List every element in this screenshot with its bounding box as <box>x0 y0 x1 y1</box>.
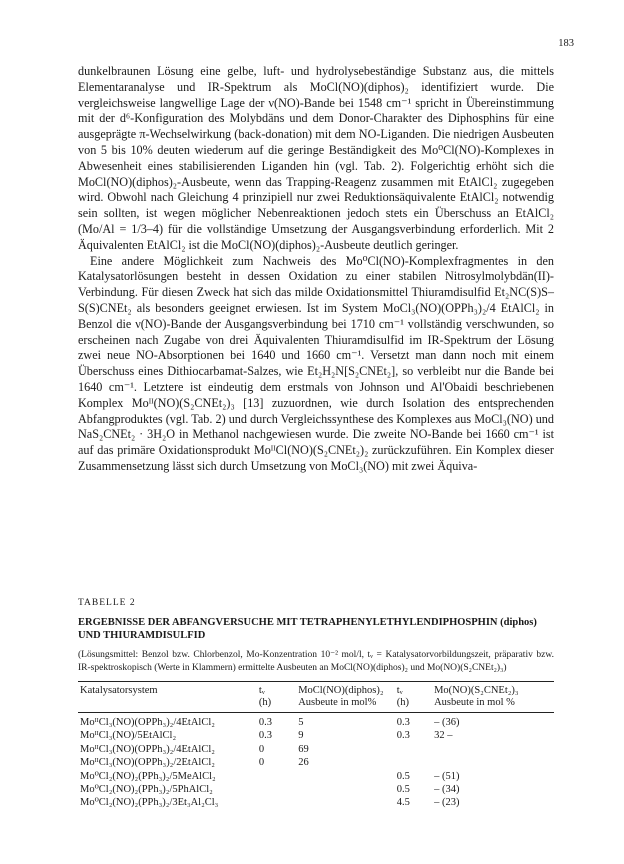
header-cell: tᵥ <box>395 682 432 698</box>
table-cell: 0.5 <box>396 770 410 782</box>
table-cell: – (23) <box>434 797 460 809</box>
table-cell <box>395 756 432 769</box>
header-cell: (h) <box>395 697 432 713</box>
table-2 <box>78 598 554 810</box>
table-cell: 0 <box>258 743 265 755</box>
table-cell <box>296 770 395 783</box>
table-row <box>78 729 554 742</box>
table-cell: MoᴵᴵCl₃(NO)(OPPh₃)₂/4EtAlCl₂ <box>80 717 215 728</box>
table-cell: Mo⁰Cl₂(NO)₂(PPh₃)₂/5MeAlCl₂ <box>80 770 216 782</box>
header-cell: MoCl(NO)(diphos)₂ <box>296 682 395 698</box>
header-cell: Katalysatorsystem <box>78 682 257 698</box>
table-cell <box>257 770 296 783</box>
table-cell: Mo⁰Cl₂(NO)₂(PPh₃)₂/3Et₃Al₂Cl₃ <box>80 797 219 809</box>
table-cell: Mo⁰Cl₂(NO)₂(PPh₃)₂/5PhAlCl₂ <box>80 784 213 796</box>
table-cell: MoᴵᴵCl₃(NO)(OPPh₃)₂/4EtAlCl₂ <box>80 743 215 755</box>
table-cell <box>257 783 296 796</box>
table-cell: – (36) <box>434 717 460 728</box>
header-cell: Ausbeute in mol % <box>432 697 554 713</box>
table-cell: 0.3 <box>396 730 410 742</box>
table-header-row <box>78 682 554 698</box>
table-cell <box>432 743 554 756</box>
header-cell: Ausbeute in mol% <box>296 697 395 713</box>
header-cell: (h) <box>257 697 296 713</box>
table-cell: 0.3 <box>396 717 410 728</box>
table-cell: 4.5 <box>396 797 410 809</box>
table-cell: 0.3 <box>258 717 272 728</box>
table-cell: 0 <box>258 757 265 769</box>
header-cell <box>78 697 257 713</box>
table-header-row <box>78 697 554 713</box>
table-row <box>78 713 554 730</box>
table-label: TABELLE 2 <box>78 598 136 608</box>
page-number: 183 <box>558 38 574 49</box>
table-cell <box>432 756 554 769</box>
table-cell: MoᴵᴵCl₃(NO)/5EtAlCl₂ <box>80 730 177 742</box>
table-cell: – (34) <box>434 784 460 796</box>
table-caption: (Lösungsmittel: Benzol bzw. Chlorbenzol, Mo-Konzentration 10⁻² mol/l, tᵥ = Katalysatorvorbildungszeit, präparativ bzw. IR-spektroskopisch (Werte in Klammern) ermittelte Ausbeuten an MoCl(NO)(diphos)₂ und Mo(NO)(S₂CNEt₂)₃) <box>78 650 554 673</box>
table-row <box>78 756 554 769</box>
results-table <box>78 681 554 810</box>
table-cell: 5 <box>298 717 304 728</box>
table-cell: 9 <box>298 730 304 742</box>
table-cell <box>257 796 296 809</box>
table-cell: 0.5 <box>396 784 410 796</box>
table-row <box>78 743 554 756</box>
table-cell: 32 – <box>434 730 453 742</box>
table-cell: MoᴵᴵCl₃(NO)(OPPh₃)₂/2EtAlCl₂ <box>80 757 215 769</box>
header-cell: tᵥ <box>257 682 296 698</box>
table-cell <box>296 783 395 796</box>
table-row <box>78 770 554 783</box>
header-cell: Mo(NO)(S₂CNEt₂)₃ <box>432 682 554 698</box>
table-title: ERGEBNISSE DER ABFANGVERSUCHE MIT TETRAPHENYLETHYLENDIPHOSPHIN (diphos) UND THIURAMDISULFID <box>78 617 537 641</box>
paragraph-2: Eine andere Möglichkeit zum Nachweis des Mo⁰Cl(NO)-Komplexfragmentes in den Katalysatorlösungen besteht in dessen Oxidation zu einer stabilen Nitrosylmolybdän(II)-Verbindung. Für diesen Zweck hat sich das milde Oxidationsmittel Thiuramdisulfid Et₂NC(S)S–S(S)CNEt₂ als besonders geeignet erwiesen. Ist im System MoCl₃(NO)(OPPh₃)₂/4 EtAlCl₂ in Benzol die ν(NO)-Bande der Ausgangsverbindung bei 1710 cm⁻¹ vollständig verschwunden, so erscheinen nach Zugabe von drei Äquivalenten Thiuramdisulfid im IR-Spektrum der Lösung zwei neue NO-Absorptionen bei 1640 und 1660 cm⁻¹. Versetzt man dann noch mit einem Überschuss eines Dithiocarbamat-Salzes, wie Et₂H₂N[S₂CNEt₂], so verbleibt nur die Bande bei 1640 cm⁻¹. Letztere ist eindeutig dem erstmals von Johnson und Al'Obaidi beschriebenen Komplex Moᴵᴵ(NO)(S₂CNEt₂)₃ [13] zuzuordnen, wie durch Isolation des entsprechenden Abfangproduktes (vgl. Tab. 2) und durch Vergleichssynthese des Komplexes aus MoCl₃(NO) und NaS₂CNEt₂ · 3H₂O in Methanol nachgewiesen wurde. Die zweite NO-Bande bei 1660 cm⁻¹ ist auf das primäre Oxidationsprodukt MoᴵᴵCl(NO)(S₂CNEt₂)₂ zurückzuführen. Ein Komplex dieser Zusammensetzung lässt sich durch Umsetzung von MoCl₃(NO) mit zwei Äquiva- <box>78 253 554 473</box>
table-cell <box>395 743 432 756</box>
table-row <box>78 783 554 796</box>
table-cell: 69 <box>298 743 309 755</box>
table-cell: – (51) <box>434 770 460 782</box>
table-cell: 26 <box>298 757 309 769</box>
paragraph-1: dunkelbraunen Lösung eine gelbe, luft- und hydrolysebeständige Substanz aus, die mittels Elementaranalyse und IR-Spektrum als MoCl(NO)(diphos)₂ identifiziert wurde. Die vergleichsweise langwellige Lage der ν(NO)-Bande bei 1548 cm⁻¹ spricht in Übereinstimmung mit der d⁶-Konfiguration des Molybdäns und dem Donor-Charakter des Diphosphins für eine ausgeprägte π-Wechselwirkung (back-donation) mit dem NO-Liganden. Die niedrigen Ausbeuten von 5 bis 10% deuten wiederum auf die geringe Beständigkeit des Mo⁰Cl(NO)-Komplexes in Abwesenheit eines stabilisierenden Liganden hin (vgl. Tab. 2). Folgerichtig erhöht sich die MoCl(NO)(diphos)₂-Ausbeute, wenn das Trapping-Reagenz zusammen mit EtAlCl₂ zugegeben wird. Obwohl nach Gleichung 4 prinzipiell nur zwei Reduktionsäquivalente EtAlCl₂ notwendig sein sollten, ist wegen möglicher Nebenreaktionen jedoch stets ein Überschuss an EtAlCl₂ (Mo/Al = 1/3–4) für die vollständige Umsetzung der Ausgangsverbindung erforderlich. Mit 2 Äquivalenten EtAlCl₂ ist die MoCl(NO)(diphos)₂-Ausbeute deutlich geringer. <box>78 64 554 252</box>
table-row <box>78 796 554 809</box>
table-cell: 0.3 <box>258 730 272 742</box>
table-cell <box>296 796 395 809</box>
body-text <box>78 64 554 475</box>
